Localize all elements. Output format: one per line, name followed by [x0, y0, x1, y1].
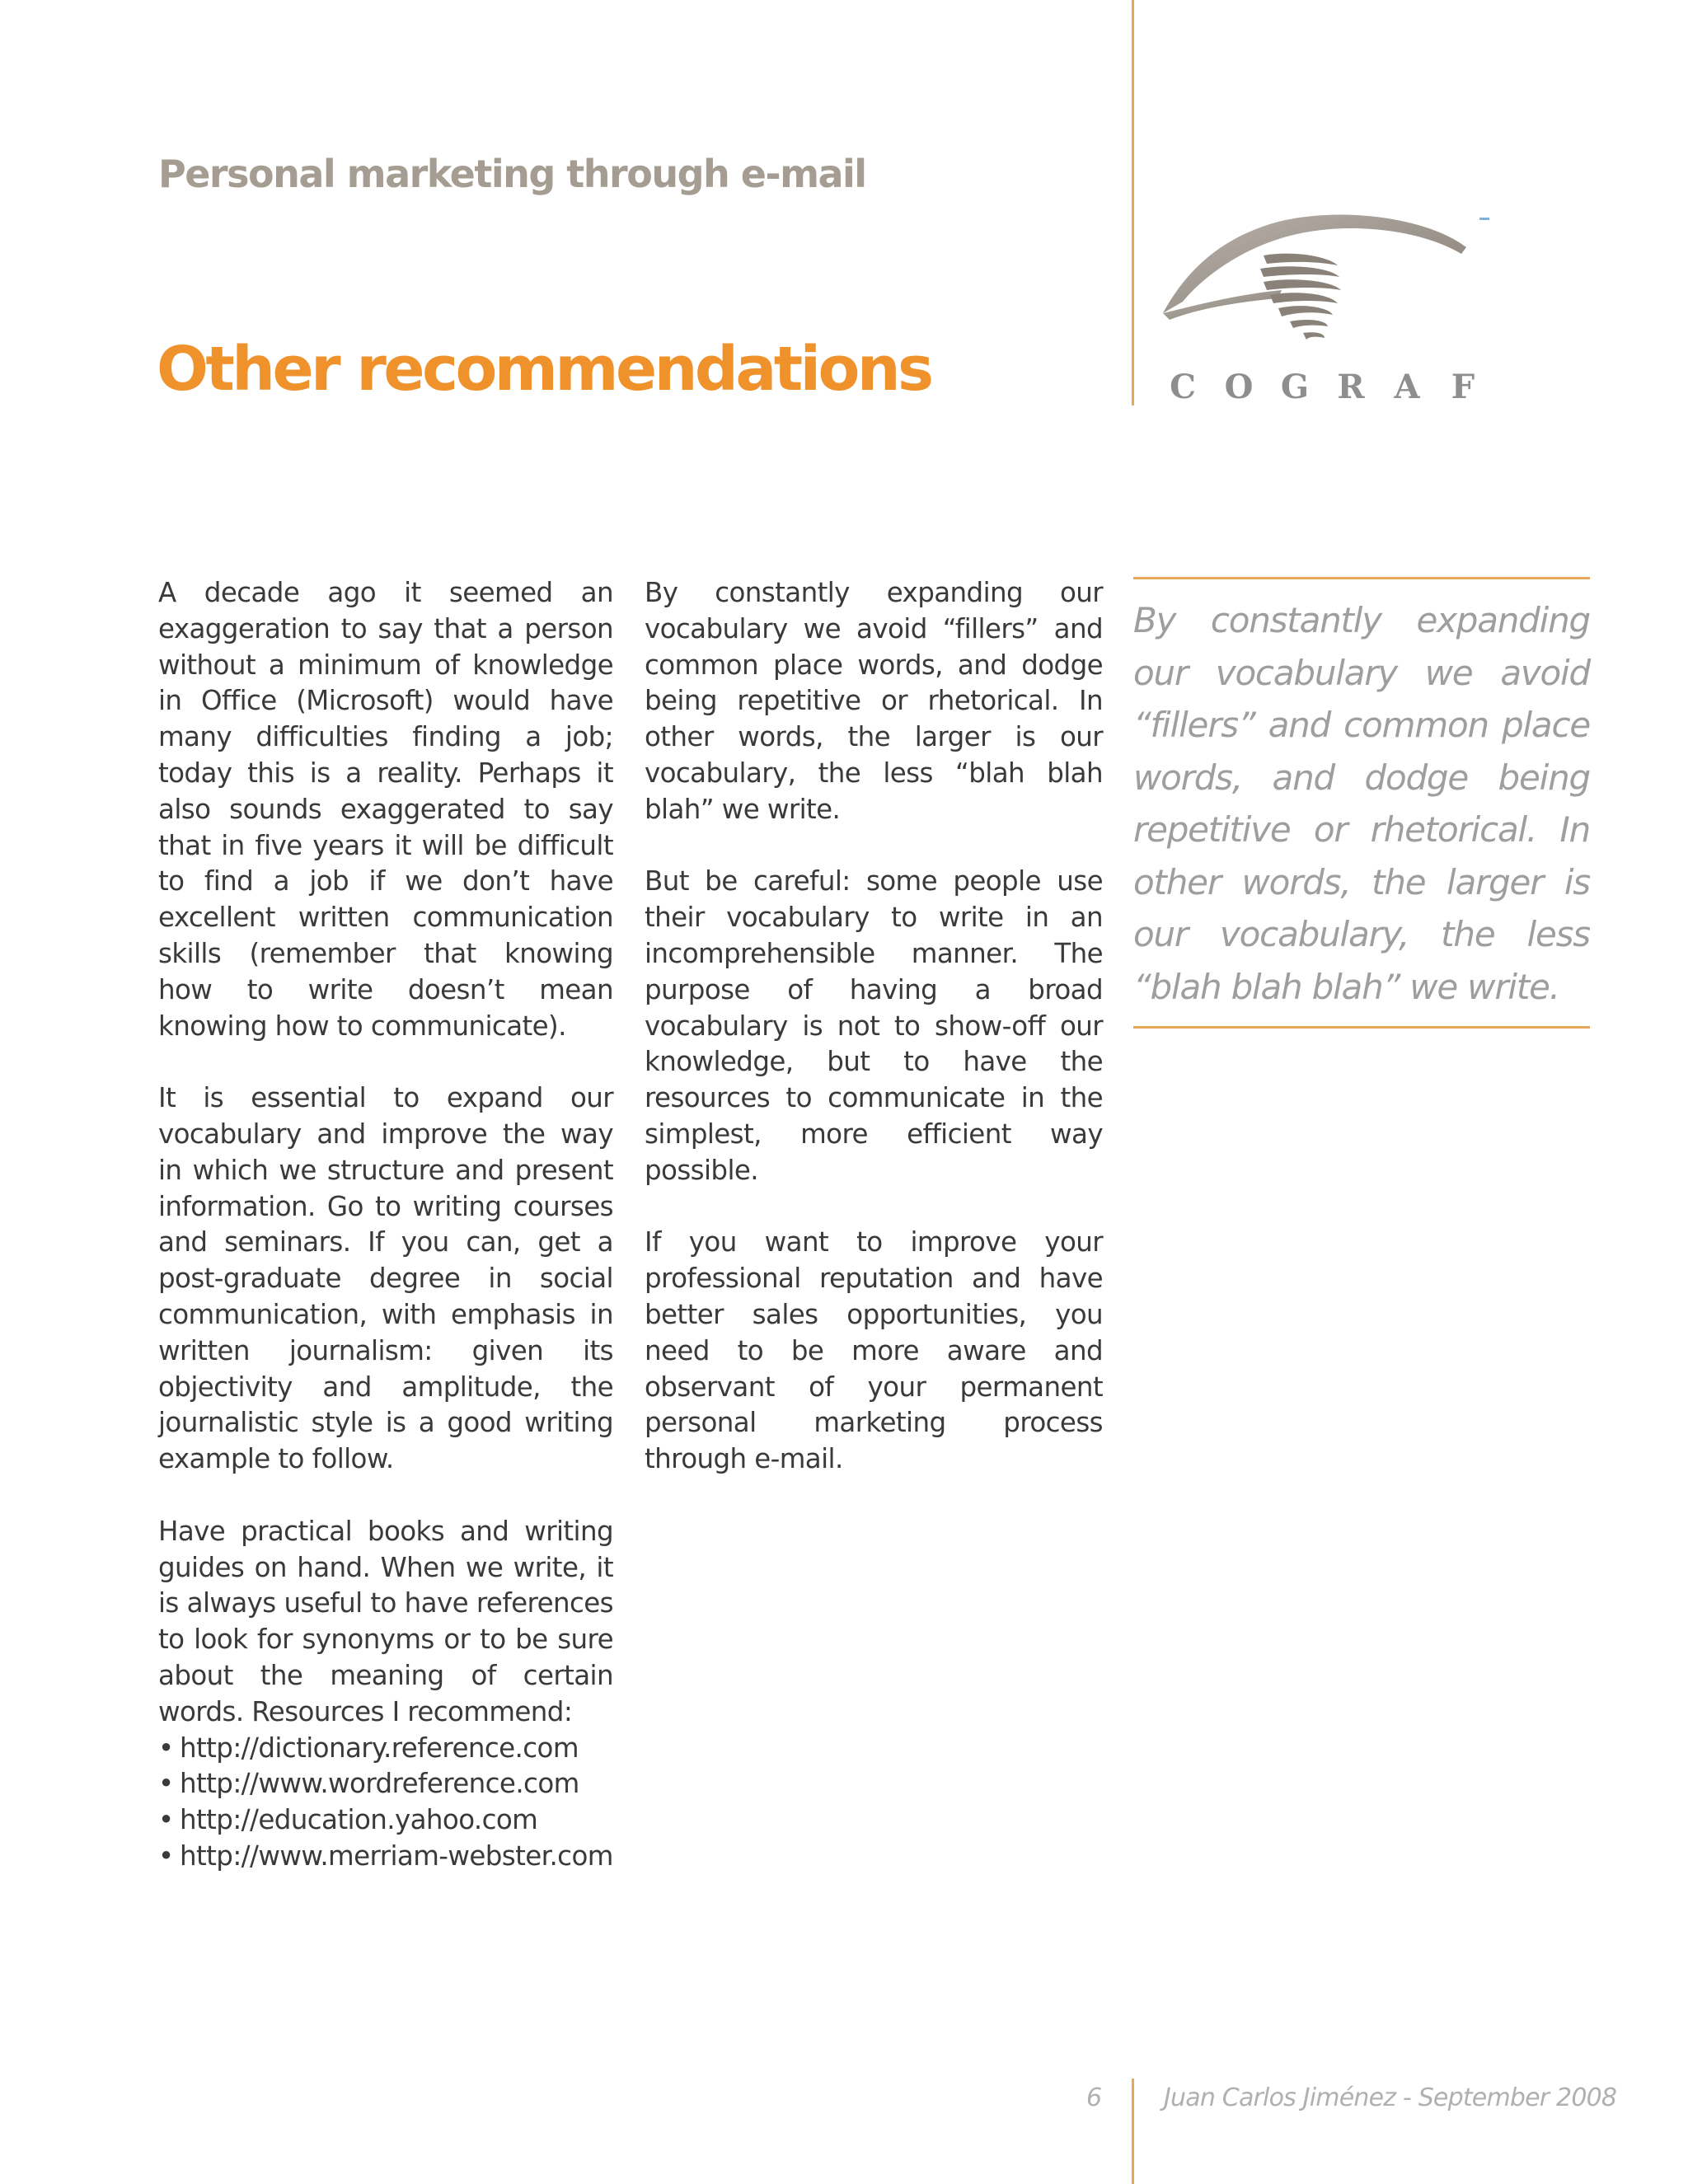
body-paragraph: A decade ago it seemed an exaggeration to say that a person without a minimum of knowledge in Office (Microsoft) would have many difficulties finding a job; today this is a reality. Perhaps it also sounds exaggerated to say that in five years it will be difficult to find a job if we don’t have excellent written communication skills (remember that knowing how to write doesn’t mean knowing how to communicate). — [158, 577, 613, 1042]
logo-letter: O — [1224, 368, 1254, 406]
section-kicker: Personal marketing through e-mail — [158, 152, 866, 196]
logo-letter: F — [1451, 368, 1475, 406]
pull-quote — [1133, 577, 1590, 1029]
page-number: 6 — [1086, 2083, 1103, 2112]
footer-author-date: Juan Carlos Jiménez - September 2008 — [1164, 2083, 1617, 2112]
logo-letter: R — [1337, 368, 1365, 406]
pull-quote-text: By constantly expanding our vocabulary we avoid “fillers” and common place words, and dodge being repetitive or rhetorical. In other words, the larger is our vocabulary, the less “blah blah blah” we write. — [1133, 600, 1590, 1007]
body-paragraph: If you want to improve your professional reputation and have better sales opportunities, you need to be more aware and observant of your permanent personal marketing process through e-mail. — [645, 1226, 1103, 1475]
logo-letter: G — [1280, 368, 1310, 406]
logo-letter: C — [1170, 368, 1196, 406]
vertical-rule-bottom — [1132, 2079, 1134, 2184]
resource-link[interactable]: • http://dictionary.reference.com — [158, 1731, 613, 1767]
body-paragraph: By constantly expanding our vocabulary we avoid “fillers” and common place words, and dodge being repetitive or rhetorical. In other words, the larger is our vocabulary, the less “blah blah blah” we write. — [645, 577, 1103, 825]
logo-accent-dash — [1479, 218, 1489, 220]
resource-link-list — [158, 1731, 613, 1875]
body-column-middle — [645, 575, 1103, 1514]
cograf-logo-eye-icon — [1158, 204, 1504, 369]
resource-link[interactable]: • http://education.yahoo.com — [158, 1802, 613, 1839]
resource-link[interactable]: • http://www.wordreference.com — [158, 1766, 613, 1802]
body-paragraph: Have practical books and writing guides on hand. When we write, it is always useful to have references to look for synonyms or to be sure about the meaning of certain words. Resources I recommend: — [158, 1515, 613, 1727]
cograf-logo — [1158, 204, 1504, 412]
page-title: Other recommendations — [157, 334, 931, 405]
body-paragraph: It is essential to expand our vocabulary and improve the way in which we structure and present information. Go to writing courses and seminars. If you can, get a post-graduate degree in social communication, with emphasis in written journalism: given its objectivity and amplitude, the journalistic style is a good writing example to follow. — [158, 1082, 613, 1475]
resource-link[interactable]: • http://www.merriam-webster.com — [158, 1839, 613, 1875]
logo-letter: A — [1394, 368, 1420, 406]
body-column-left — [158, 575, 613, 1875]
logo-wordmark — [1166, 368, 1479, 406]
vertical-rule-top — [1132, 0, 1134, 405]
body-paragraph: But be careful: some people use their vocabulary to write in an incomprehensible manner. The purpose of having a broad vocabulary is not to show-off our knowledge, but to have the resources to communicate in the simplest, more efficient way possible. — [645, 865, 1103, 1186]
